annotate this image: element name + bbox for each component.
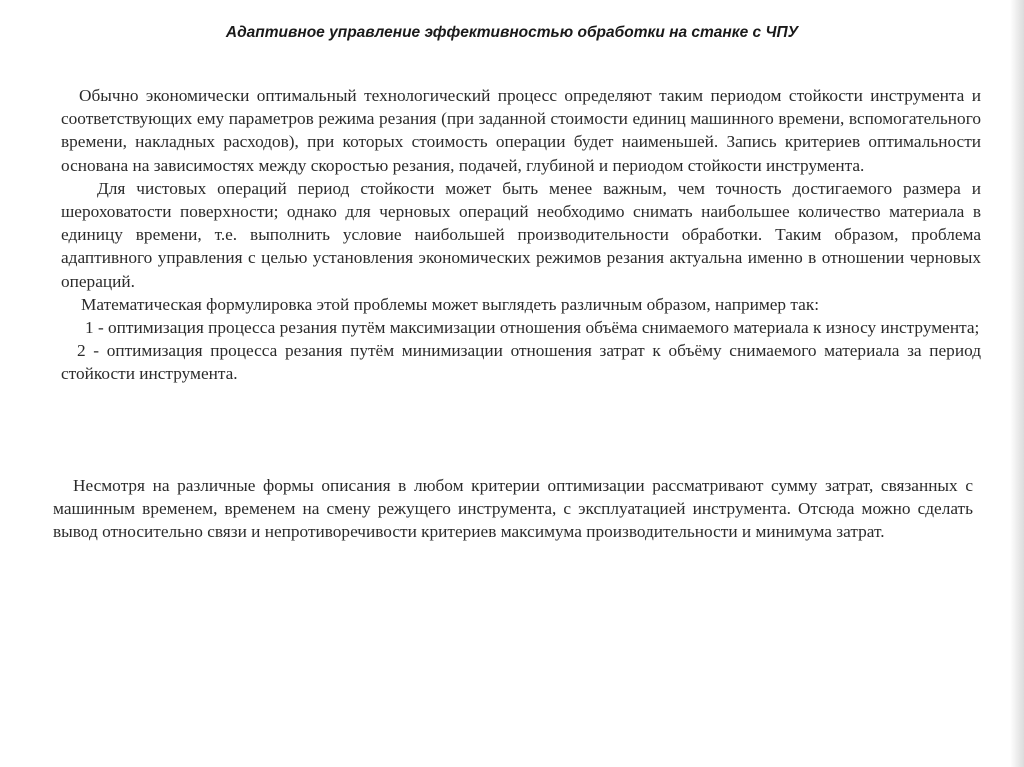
- page-edge-shadow: [1010, 0, 1024, 767]
- conclusion-text-block: [53, 474, 973, 544]
- main-text-block: [61, 84, 981, 386]
- page-title: Адаптивное управление эффективностью обработки на станке с ЧПУ: [225, 24, 799, 41]
- paragraph-math-formulation: Математическая формулировка этой проблемы может выглядеть различным образом, например так:: [81, 294, 820, 314]
- paragraph-conclusion: Несмотря на различные формы описания в любом критерии оптимизации рассматривают сумму затрат, связанных с машинным временем, временем на смену режущего инструмента, с эксплуатацией инструмента. Отсюда можно сделать вывод относительно связи и непротиворечивости критериев максимума производительности и минимума затрат.: [53, 476, 973, 542]
- list-item-criterion-1: 1 - оптимизация процесса резания путём максимизации отношения объёма снимаемого материала к износу инструмента;: [85, 318, 980, 338]
- paragraph-optimal-process: Обычно экономически оптимальный технологический процесс определяют таким периодом стойкости инструмента и соответствующих ему параметров режима резания (при заданной стоимости единиц машинного времени, вспомогательного времени, накладных расходов), при которых стоимость операции будет наименьшей. Запись критериев оптимальности основана на зависимостях между скоростью резания, подачей, глубиной и периодом стойкости инструмента.: [61, 86, 981, 175]
- paragraph-finishing-operations: Для чистовых операций период стойкости может быть менее важным, чем точность достигаемого размера и шероховатости поверхности; однако для черновых операций необходимо снимать наибольшее количество материала в единицу времени, т.е. выполнить условие наибольшей производительности обработки. Таким образом, проблема адаптивного управления с целью установления экономических режимов резания актуальна именно в отношении черновых операций.: [61, 178, 981, 291]
- list-item-criterion-2: 2 - оптимизация процесса резания путём минимизации отношения затрат к объёму снимаемого материала за период стойкости инструмента.: [61, 341, 981, 384]
